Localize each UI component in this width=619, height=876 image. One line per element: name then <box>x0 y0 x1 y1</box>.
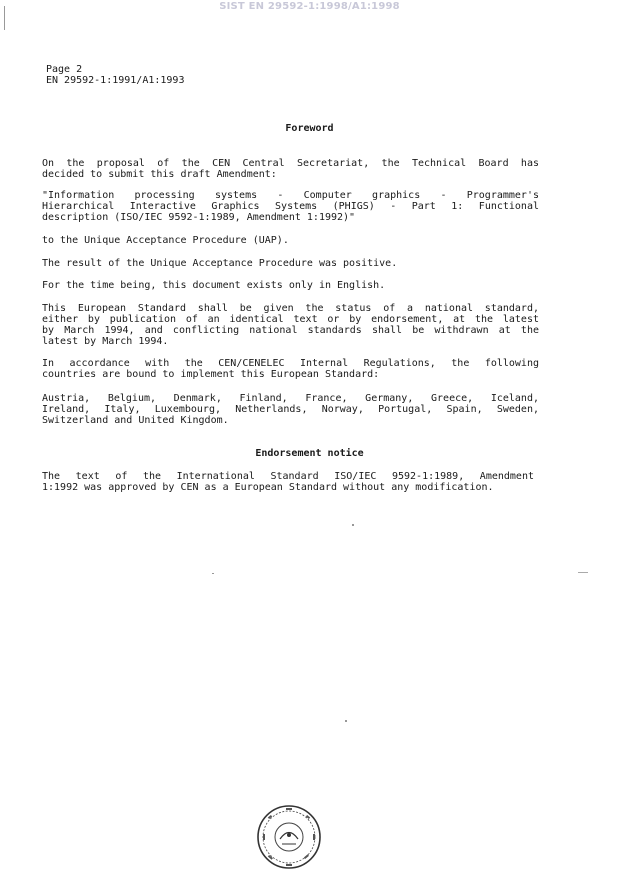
watermark: SIST EN 29592-1:1998/A1:1998 <box>219 1 400 12</box>
text-line: This European Standard shall be given the status of a national standard, <box>42 303 539 314</box>
foreword-paragraph-1 <box>42 158 539 180</box>
text-line: by March 1994, and conflicting national standards shall be withdrawn at the <box>42 325 539 336</box>
text-line: 1:1992 was approved by CEN as a European Standard without any modification. <box>42 482 494 493</box>
text-line: The text of the International Standard ISO/IEC 9592-1:1989, Amendment <box>42 471 534 482</box>
foreword-paragraph-8 <box>42 393 539 426</box>
text-line: Hierarchical Interactive Graphics Systems (PHIGS) - Part 1: Functional <box>42 201 539 212</box>
foreword-paragraph-6 <box>42 303 539 347</box>
text-line: either by publication of an identical text or by endorsement, at the latest <box>42 314 539 325</box>
scan-speck <box>212 573 214 574</box>
foreword-paragraph-7 <box>42 358 539 380</box>
text-line: Austria, Belgium, Denmark, Finland, France, Germany, Greece, Iceland, <box>42 393 539 404</box>
foreword-paragraph-4: The result of the Unique Acceptance Procedure was positive. <box>42 258 398 269</box>
text-line: Switzerland and United Kingdom. <box>42 415 229 426</box>
endorsement-paragraph <box>42 471 534 493</box>
text-line: Ireland, Italy, Luxembourg, Netherlands, Norway, Portugal, Spain, Sweden, <box>42 404 539 415</box>
scan-speck <box>4 6 5 30</box>
text-line: decided to submit this draft Amendment: <box>42 169 277 180</box>
foreword-paragraph-3: to the Unique Acceptance Procedure (UAP). <box>42 235 289 246</box>
text-line: latest by March 1994. <box>42 336 169 347</box>
text-line: In accordance with the CEN/CENELEC Internal Regulations, the following <box>42 358 539 369</box>
foreword-paragraph-5: For the time being, this document exists only in English. <box>42 280 386 291</box>
document-id: EN 29592-1:1991/A1:1993 <box>46 75 185 86</box>
scan-speck <box>578 572 588 573</box>
scan-speck <box>352 524 354 526</box>
foreword-paragraph-2 <box>42 190 539 223</box>
text-line: countries are bound to implement this European Standard: <box>42 369 380 380</box>
text-line: description (ISO/IEC 9592-1:1989, Amendment 1:1992)" <box>42 212 356 223</box>
page-number: Page 2 <box>46 64 83 75</box>
page-header <box>46 64 184 86</box>
official-seal-stamp <box>256 804 322 870</box>
text-line: On the proposal of the CEN Central Secretariat, the Technical Board has <box>42 158 539 169</box>
scan-speck <box>345 720 347 722</box>
foreword-heading: Foreword <box>285 123 334 134</box>
endorsement-heading: Endorsement notice <box>255 448 364 459</box>
text-line: "Information processing systems - Computer graphics - Programmer's <box>42 190 539 201</box>
